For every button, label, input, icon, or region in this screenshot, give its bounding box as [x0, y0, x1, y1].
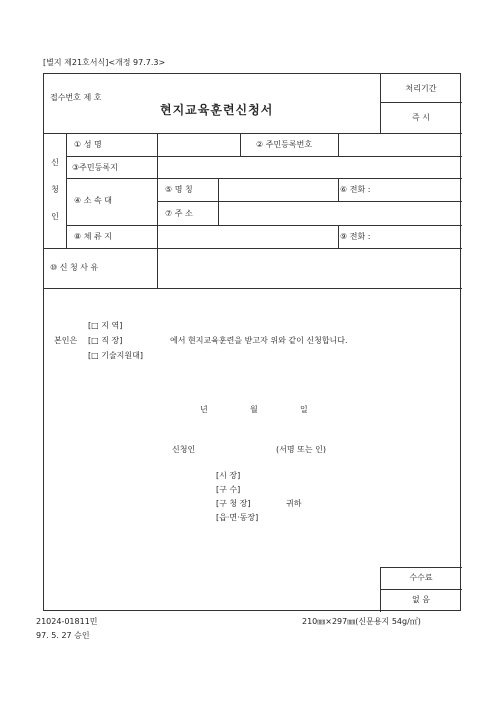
name-label: ① 성 명 [74, 140, 102, 149]
resident-address-field[interactable] [158, 157, 461, 177]
fee-value: 없 음 [412, 595, 430, 604]
recipient-county-head: [구 수] [216, 485, 241, 494]
affiliation-address-label: ⑦ 주 소 [165, 209, 193, 218]
recipient-district-head: [구 청 장] [216, 499, 251, 508]
divider [66, 133, 67, 248]
name-field[interactable] [158, 134, 239, 155]
affiliation-phone-label: ⑥ 전화 : [340, 185, 371, 194]
form-title: 현지교육훈련신청서 [160, 103, 274, 117]
divider [240, 133, 241, 156]
applicant-section-label-1: 신 [51, 158, 59, 167]
application-reason-field[interactable] [158, 249, 461, 287]
date-day-label: 일 [300, 405, 308, 414]
affiliation-name-field[interactable] [219, 179, 337, 200]
application-reason-label: ⑩ 신 청 사 유 [50, 263, 99, 272]
approval-date: 97. 5. 27 승인 [36, 631, 90, 640]
resident-number-field[interactable] [339, 134, 461, 155]
applicant-section-label-3: 인 [51, 212, 59, 221]
divider [380, 567, 462, 568]
divider [338, 225, 339, 248]
form-number: 21024-01811민 [36, 617, 98, 626]
processing-period-value: 즉 시 [412, 113, 430, 122]
applicant-signature-label: 신청인 [172, 445, 196, 454]
resident-number-label: ② 주민등록번호 [256, 140, 313, 149]
applicant-section-label-2: 청 [51, 185, 59, 194]
receipt-number-label: 접수번호 제 호 [50, 93, 102, 102]
divider [380, 102, 462, 103]
divider [380, 74, 381, 133]
affiliation-name-label: ⑤ 명 칭 [165, 185, 193, 194]
stay-phone-label: ⑨ 전화 : [340, 232, 371, 241]
statement-prefix: 본인은 [54, 336, 78, 345]
statement-option-workplace: [□ 직 장] [88, 336, 123, 345]
divider [338, 178, 339, 202]
resident-address-label: ③주민등록지 [72, 163, 118, 172]
recipient-mayor: [시 장] [216, 471, 241, 480]
application-form [43, 73, 461, 611]
signature-note: (서명 또는 인) [276, 445, 326, 454]
stay-location-field[interactable] [158, 226, 337, 247]
recipient-town-head: [읍·면·동장] [216, 513, 259, 522]
divider [380, 589, 462, 590]
statement-text: 에서 현지교육훈련을 받고자 위와 같이 신청합니다. [170, 336, 348, 345]
statement-option-tech-support: [□ 기술지원대] [88, 351, 143, 360]
stay-location-label: ⑧ 체 류 지 [74, 232, 112, 241]
divider [44, 288, 462, 289]
addressee-suffix: 귀하 [286, 499, 302, 508]
affiliation-address-field[interactable] [219, 202, 461, 224]
form-header-note: [별지 제21호서식]<개정 97.7.3> [43, 58, 166, 67]
processing-period-label: 처리기간 [405, 84, 437, 93]
date-year-label: 년 [200, 405, 208, 414]
fee-label: 수수료 [409, 573, 433, 582]
statement-option-region: [□ 지 역] [88, 321, 123, 330]
paper-spec: 210㎜×297㎜(신문용지 54g/㎡) [302, 617, 421, 626]
affiliation-label: ④ 소 속 대 [74, 196, 112, 205]
date-month-label: 월 [250, 405, 258, 414]
